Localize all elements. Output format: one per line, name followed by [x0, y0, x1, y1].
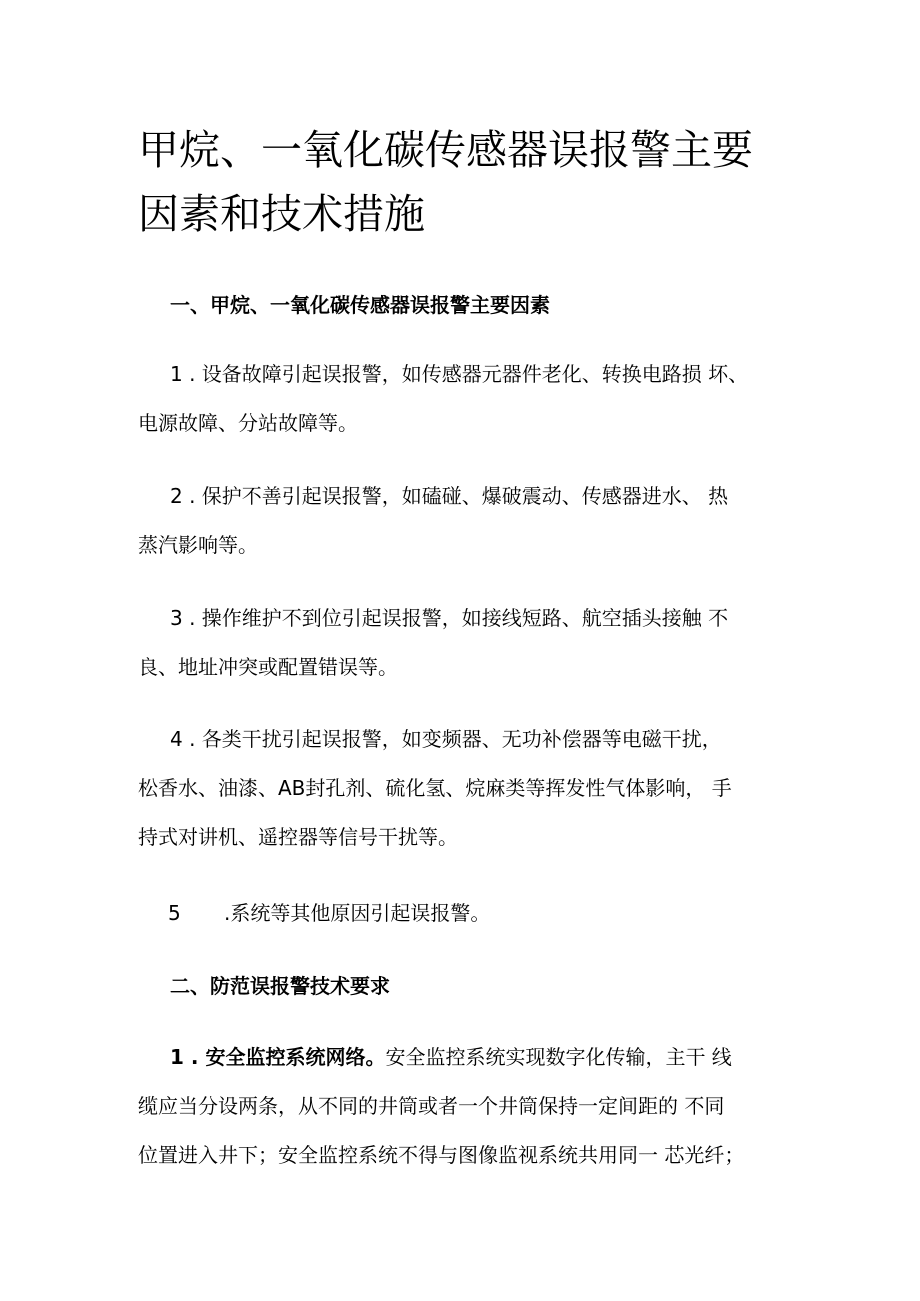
- item-text-line-3: 位置进入井下；安全监控系统不得与图像监视系统共用同一 芯光纤；: [138, 1143, 745, 1167]
- document-title-line-2: 因素和技术措施: [138, 190, 425, 238]
- item-text-line-2: 缆应当分设两条，从不同的井筒或者一个井筒保持一定间距的 不同: [138, 1094, 725, 1118]
- section-2-heading: 二、防范误报警技术要求: [170, 974, 390, 998]
- item-number: 4: [170, 727, 183, 751]
- section-1-item-2: [138, 472, 798, 570]
- item-number: 1: [170, 362, 183, 386]
- section-2-item-1: [138, 1033, 798, 1180]
- section-1-item-3: [138, 594, 798, 692]
- item-number: 5: [168, 901, 181, 925]
- item-text-line-1: .系统等其他原因引起误报警。: [224, 901, 491, 925]
- section-1-item-1: [138, 350, 798, 448]
- item-text-line-2: 良、地址冲突或配置错误等。: [138, 655, 398, 679]
- section-1-item-5: [138, 889, 798, 938]
- item-text-line-2: 蒸汽影响等。: [138, 533, 258, 557]
- item-number: 2: [170, 484, 183, 508]
- item-number: 3: [170, 606, 183, 630]
- item-text-line-2: 电源故障、分站故障等。: [138, 411, 358, 435]
- document-title: [138, 118, 798, 246]
- item-text-line-1: . 各类干扰引起误报警，如变频器、无功补偿器等电磁干扰，: [182, 727, 722, 751]
- item-text-line-1: . 设备故障引起误报警，如传感器元器件老化、转换电路损 坏、: [182, 362, 749, 386]
- item-text-line-2: 松香水、油漆、AB封孔剂、硫化氢、烷麻类等挥发性气体影响， 手: [138, 776, 732, 800]
- item-number: 1: [170, 1045, 184, 1069]
- item-text-line-1: . 操作维护不到位引起误报警，如接线短路、航空插头接触 不: [182, 606, 729, 630]
- item-lead-text: . 安全监控系统网络。: [183, 1045, 386, 1069]
- section-1-item-4: [138, 715, 798, 862]
- item-text-line-1: 安全监控系统实现数字化传输，主干 线: [385, 1045, 732, 1069]
- item-text-line-3: 持式对讲机、遥控器等信号干扰等。: [138, 825, 458, 849]
- item-text-line-1: . 保护不善引起误报警，如磕碰、爆破震动、传感器进水、 热: [182, 484, 729, 508]
- section-1-heading: 一、甲烷、一氧化碳传感器误报警主要因素: [170, 293, 550, 317]
- document-title-line-1: 甲烷、一氧化碳传感器误报警主要: [138, 126, 753, 174]
